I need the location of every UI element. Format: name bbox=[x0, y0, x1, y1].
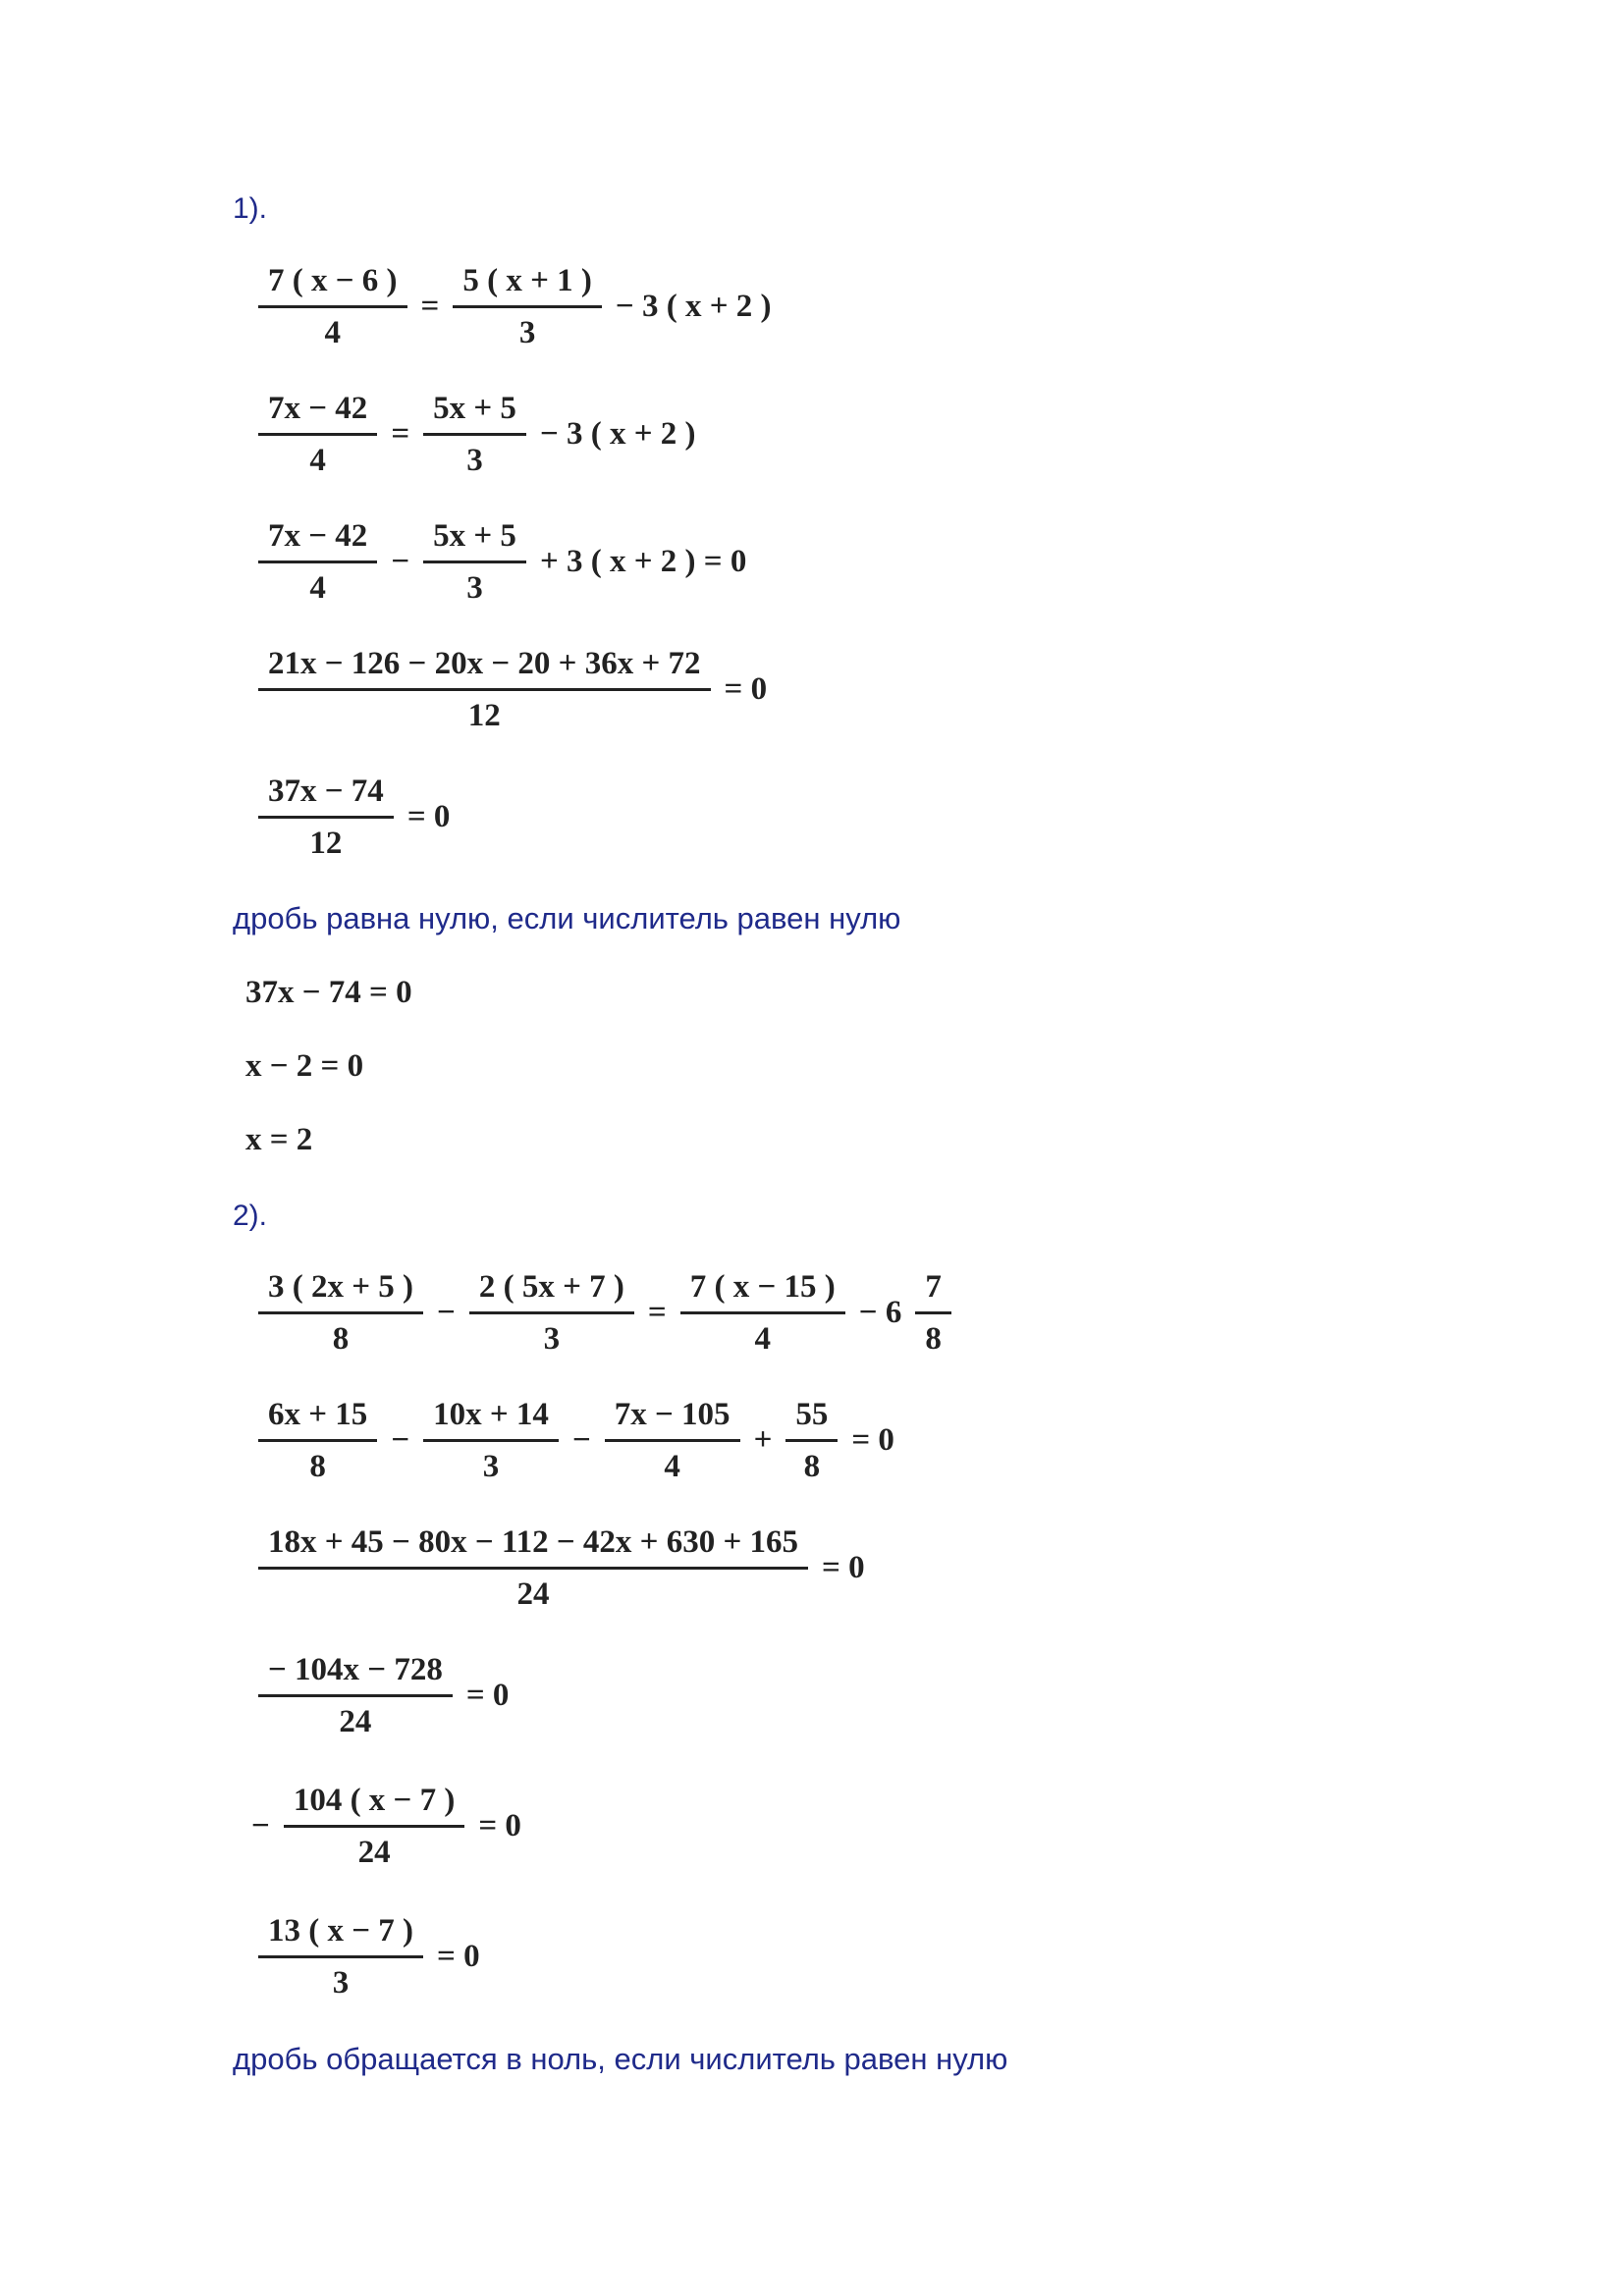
fraction bbox=[915, 1268, 951, 1358]
numerator: 13 ( x − 7 ) bbox=[268, 1913, 414, 1949]
fraction bbox=[258, 390, 377, 479]
denominator: 12 bbox=[258, 688, 711, 734]
expression-tail: = 0 bbox=[437, 1939, 480, 1974]
operator: − bbox=[437, 1295, 456, 1330]
operator: − bbox=[391, 1422, 410, 1458]
fraction bbox=[258, 517, 377, 607]
denominator: 3 bbox=[423, 433, 526, 479]
numerator: 37x − 74 bbox=[268, 774, 384, 809]
numerator: 21x − 126 − 20x − 20 + 36x + 72 bbox=[268, 646, 701, 681]
denominator: 3 bbox=[258, 1955, 423, 2002]
operator: − bbox=[571, 1422, 591, 1458]
expression-tail: = 0 bbox=[724, 671, 768, 707]
fraction bbox=[258, 1523, 808, 1613]
equation-step bbox=[250, 645, 773, 734]
fraction bbox=[605, 1396, 740, 1485]
equation-line: 37x − 74 = 0 bbox=[245, 975, 412, 1010]
problem-1-label: 1). bbox=[233, 192, 268, 225]
numerator: 5x + 5 bbox=[433, 391, 516, 426]
denominator: 3 bbox=[469, 1311, 634, 1358]
numerator: 5 ( x + 1 ) bbox=[462, 263, 592, 298]
denominator: 8 bbox=[258, 1439, 377, 1485]
operator: − bbox=[391, 544, 410, 579]
problem-2-label: 2). bbox=[233, 1200, 268, 1232]
operator: = bbox=[420, 289, 440, 324]
expression-tail: = 0 bbox=[406, 799, 451, 834]
fraction bbox=[423, 390, 526, 479]
fraction bbox=[258, 645, 711, 734]
denominator: 4 bbox=[680, 1311, 845, 1358]
expression-tail: = 0 bbox=[822, 1550, 865, 1585]
denominator: 4 bbox=[605, 1439, 740, 1485]
denominator: 4 bbox=[258, 561, 377, 607]
equation-step bbox=[245, 1782, 527, 1871]
numerator: 18x + 45 − 80x − 112 − 42x + 630 + 165 bbox=[268, 1524, 799, 1560]
fraction bbox=[453, 262, 602, 351]
fraction bbox=[258, 262, 407, 351]
numerator: 5x + 5 bbox=[433, 518, 516, 554]
equation-step bbox=[250, 1523, 871, 1613]
numerator: 7x − 42 bbox=[268, 518, 368, 554]
equation-step bbox=[250, 262, 778, 351]
equation-step bbox=[250, 1268, 959, 1358]
expression-tail: + 3 ( x + 2 ) = 0 bbox=[539, 544, 747, 579]
equation-step bbox=[250, 390, 702, 479]
numerator: 7 ( x − 6 ) bbox=[268, 263, 398, 298]
expression-tail: = 0 bbox=[478, 1808, 521, 1843]
numerator: 104 ( x − 7 ) bbox=[293, 1783, 456, 1818]
numerator: 7x − 105 bbox=[614, 1397, 731, 1432]
denominator: 3 bbox=[453, 305, 602, 351]
denominator: 8 bbox=[258, 1311, 423, 1358]
denominator: 12 bbox=[258, 816, 394, 862]
denominator: 8 bbox=[785, 1439, 838, 1485]
equation-line: x = 2 bbox=[245, 1122, 313, 1157]
denominator: 3 bbox=[423, 1439, 559, 1485]
numerator: 7x − 42 bbox=[268, 391, 368, 426]
denominator: 24 bbox=[284, 1825, 465, 1871]
denominator: 24 bbox=[258, 1567, 808, 1613]
numerator: 7 bbox=[925, 1269, 942, 1305]
denominator: 8 bbox=[915, 1311, 951, 1358]
numerator: 6x + 15 bbox=[268, 1397, 368, 1432]
equation-step bbox=[250, 773, 456, 862]
expression-tail: = 0 bbox=[465, 1678, 510, 1713]
numerator: − 104x − 728 bbox=[268, 1652, 443, 1687]
expression-tail: − 3 ( x + 2 ) bbox=[615, 289, 772, 324]
fraction bbox=[423, 1396, 559, 1485]
fraction bbox=[258, 1396, 377, 1485]
equation-step bbox=[250, 1651, 514, 1740]
numerator: 2 ( 5x + 7 ) bbox=[478, 1269, 624, 1305]
denominator: 3 bbox=[423, 561, 526, 607]
fraction bbox=[258, 1268, 423, 1358]
expression-tail: − 3 ( x + 2 ) bbox=[539, 416, 696, 452]
equation-step bbox=[250, 517, 752, 607]
fraction bbox=[469, 1268, 634, 1358]
numerator: 7 ( x − 15 ) bbox=[689, 1269, 836, 1305]
operator: − 6 bbox=[858, 1295, 902, 1330]
denominator: 4 bbox=[258, 305, 407, 351]
fraction bbox=[258, 1912, 423, 2002]
explanation-text: дробь равна нулю, если числитель равен нулю bbox=[233, 901, 901, 935]
denominator: 24 bbox=[258, 1694, 453, 1740]
expression-tail: = 0 bbox=[851, 1422, 894, 1458]
operator: − bbox=[251, 1808, 270, 1843]
denominator: 4 bbox=[258, 433, 377, 479]
fraction bbox=[680, 1268, 845, 1358]
fraction bbox=[258, 1651, 453, 1740]
equation-line: x − 2 = 0 bbox=[245, 1048, 364, 1084]
operator: + bbox=[753, 1422, 773, 1458]
numerator: 3 ( 2x + 5 ) bbox=[268, 1269, 414, 1305]
explanation-text: дробь обращается в ноль, если числитель равен нулю bbox=[233, 2042, 1008, 2076]
fraction bbox=[284, 1782, 465, 1871]
fraction bbox=[785, 1396, 838, 1485]
fraction bbox=[258, 773, 394, 862]
equation-step bbox=[250, 1396, 900, 1485]
fraction bbox=[423, 517, 526, 607]
equation-step bbox=[250, 1912, 486, 2002]
numerator: 10x + 14 bbox=[433, 1397, 549, 1432]
operator: = bbox=[647, 1295, 667, 1330]
operator: = bbox=[391, 416, 410, 452]
numerator: 55 bbox=[795, 1397, 829, 1432]
